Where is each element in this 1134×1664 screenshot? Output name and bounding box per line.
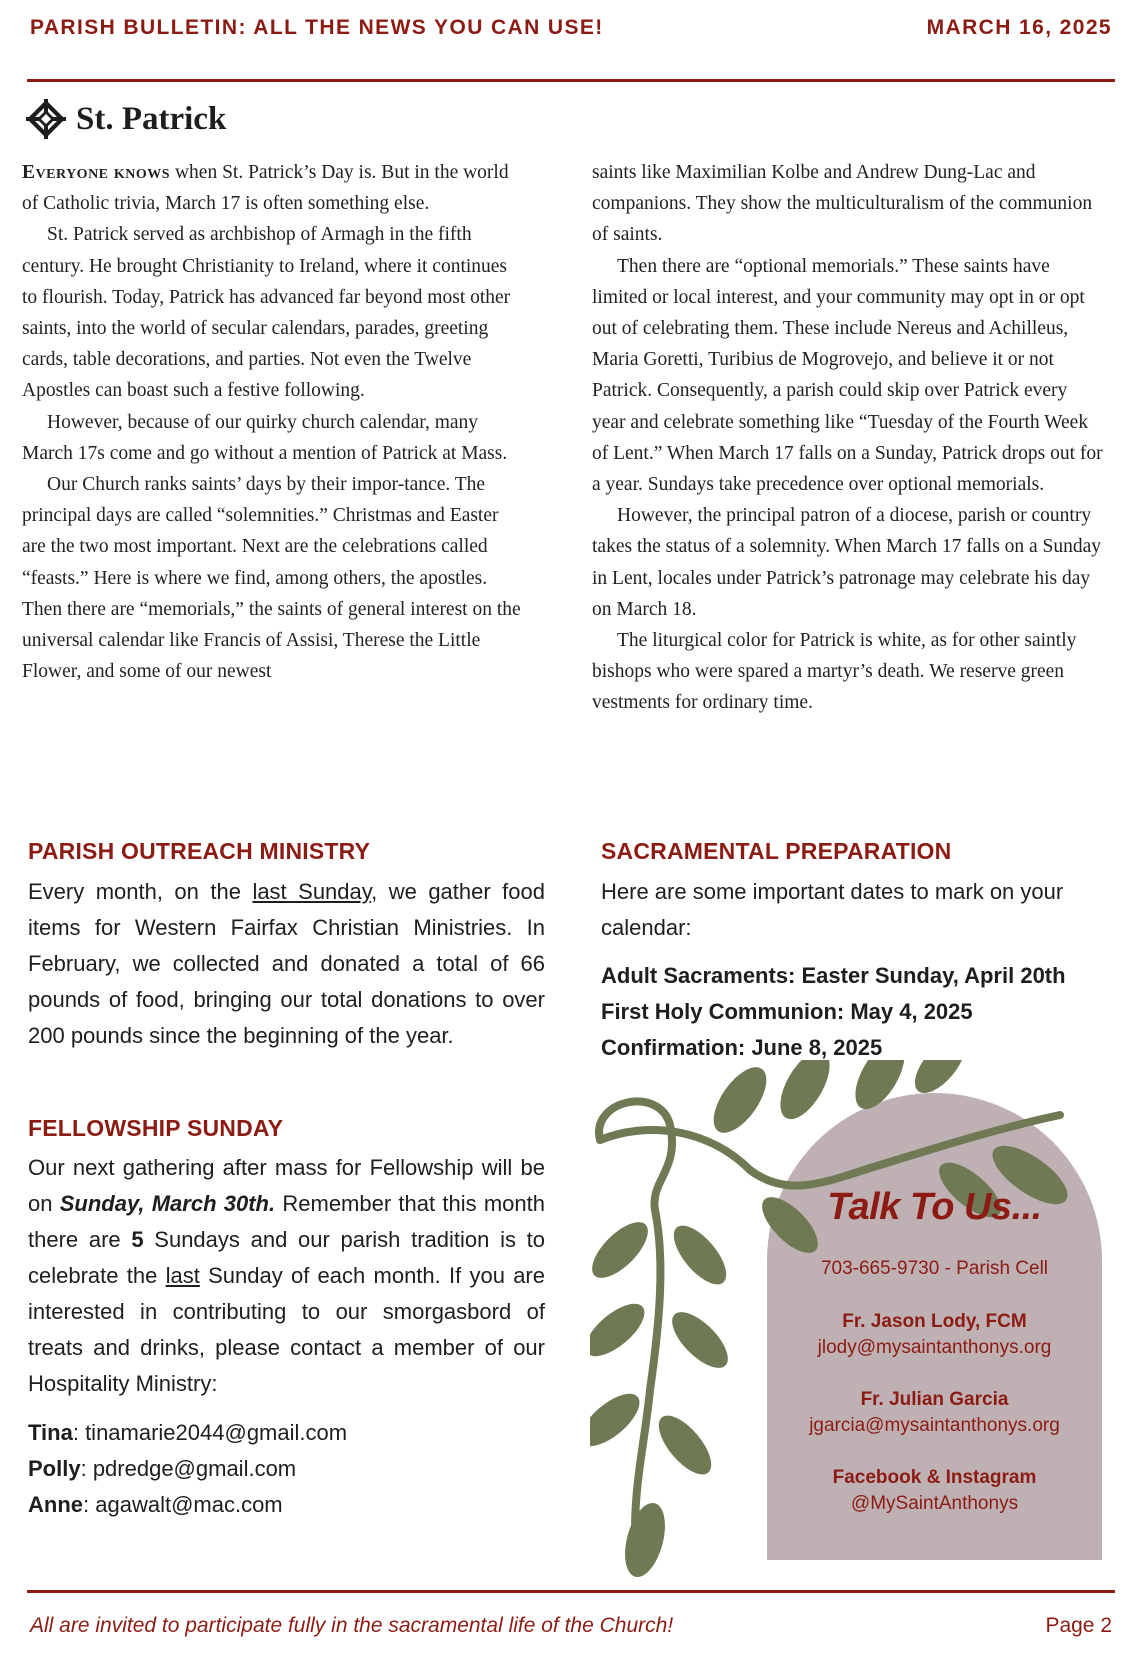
sacramental-dates — [601, 958, 1066, 1066]
sacramental-date: Confirmation: June 8, 2025 — [601, 1035, 883, 1060]
fellowship-underlined: last — [165, 1263, 200, 1288]
top-divider — [27, 79, 1115, 82]
article-paragraph: The liturgical color for Patrick is white, as for other saintly bishops who were spared a martyr’s death. We reserve green vestments for ordinary time. — [592, 630, 1077, 714]
contact-separator: : — [83, 1492, 96, 1517]
fellowship-heading: FELLOWSHIP SUNDAY — [28, 1115, 284, 1141]
article-paragraph: Then there are “optional memorials.” These saints have limited or local interest, and your community may opt in or opt out of celebrating them. These include Nereus and Achilleus, Maria Goretti, Turibius de Mogrovejo, and believe it or not Patrick. Consequently, a parish could skip over Patrick every year and celebrate something like “Tuesday of the Fourth Week of Lent.” When March 17 falls on a Sunday, Patrick drops out for a year. Sundays take precedence over optional memorials. — [592, 255, 1103, 496]
contact-row — [28, 1487, 347, 1523]
contact-email[interactable]: tinamarie2044@gmail.com — [85, 1420, 348, 1445]
talk-title: Talk To Us... — [827, 1186, 1042, 1228]
contact-email[interactable]: agawalt@mac.com — [95, 1492, 283, 1517]
sacramental-heading: SACRAMENTAL PREPARATION — [601, 838, 952, 864]
bottom-divider — [27, 1590, 1115, 1593]
bulletin-title: PARISH BULLETIN: ALL THE NEWS YOU CAN USE! — [30, 16, 604, 39]
contact-separator: : — [72, 1420, 86, 1445]
outreach-text: Every month, on the — [28, 879, 253, 904]
fellowship-text: Our next gathering after mass for Fellowship will be on — [28, 1155, 545, 1216]
article-header — [26, 99, 226, 139]
article-paragraph: However, the principal patron of a diocese, parish or country takes the status of a solemnity. When March 17 falls on a Sunday in Lent, locales under Patrick’s patronage may celebrate his day on March 18. — [592, 505, 1102, 620]
article-paragraph: However, because of our quirky church calendar, many March 17s come and go without a mention of Patrick at Mass. — [22, 411, 508, 464]
talk-social-handle[interactable]: @MySaintAnthonys — [850, 1493, 1019, 1514]
page-number: Page 2 — [1045, 1614, 1112, 1637]
fellowship-text: Sunday of each month. If you are interested in contributing to our smorgasbord of treats and drinks, please contact a member of our Hospitality Ministry: — [28, 1263, 545, 1396]
contact-separator: : — [80, 1456, 93, 1481]
article-title: St. Patrick — [76, 100, 227, 137]
article-paragraph: Our Church ranks saints’ days by their impor-tance. The principal days are called “solemnities.” Christmas and Easter are the two most important. Next are the celebrations called “feasts.” Here is where we find, among others, the apostles. Then there are “memorials,” the saints of general interest on the universal calendar like Francis of Assisi, Therese the Little Flower, and some of our newest — [22, 474, 521, 683]
contact-name: Polly — [28, 1456, 81, 1481]
fellowship-text: Sundays and our parish tradition is to celebrate the — [28, 1227, 546, 1288]
article-paragraph: St. Patrick served as archbishop of Armagh in the fifth century. He brought Christianity to Ireland, where it continues to flourish. Today, Patrick has advanced far beyond most other saints, into the world of secular calendars, parades, greeting cards, table decorations, and parties. Not even the Twelve Apostles can boast such a festive following. — [22, 224, 511, 402]
talk-contact-email[interactable]: jgarcia@mysaintanthonys.org — [809, 1415, 1060, 1436]
contact-email[interactable]: pdredge@gmail.com — [92, 1456, 297, 1481]
outreach-heading: PARISH OUTREACH MINISTRY — [28, 838, 371, 864]
contact-name: Anne — [28, 1492, 83, 1517]
talk-social-label: Facebook & Instagram — [832, 1467, 1037, 1488]
outreach-body — [28, 874, 545, 1054]
talk-phone[interactable]: 703-665-9730 - Parish Cell — [820, 1258, 1049, 1279]
article-lead: Everyone knows — [22, 162, 171, 183]
article-column-left — [22, 157, 522, 687]
hospitality-contacts — [28, 1415, 347, 1523]
celtic-knot-icon — [26, 99, 66, 139]
fellowship-date: Sunday, March 30th. — [59, 1191, 276, 1216]
outreach-underlined: last Sunday — [252, 879, 372, 904]
outreach-text: , we gather food items for Western Fairfax Christian Ministries. In February, we collected and donated a total of 66 pounds of food, bringing our total donations to over 200 pounds since the beginning of the year. — [28, 879, 545, 1048]
talk-contact-email[interactable]: jlody@mysaintanthonys.org — [817, 1337, 1052, 1358]
sacramental-body: Here are some important dates to mark on your calendar: — [601, 879, 1064, 940]
contact-name: Tina — [28, 1420, 73, 1445]
sacramental-date: First Holy Communion: May 4, 2025 — [601, 999, 973, 1024]
fellowship-count: 5 — [131, 1227, 144, 1252]
article-lead-rest: when St. Patrick’s Day is. But in the world of Catholic trivia, March 17 is often something else. — [22, 162, 509, 215]
sacramental-date: Adult Sacraments: Easter Sunday, April 20th — [601, 963, 1066, 988]
article-column-right — [592, 157, 1104, 719]
talk-contact-name: Fr. Jason Lody, FCM — [842, 1311, 1027, 1332]
article-paragraph — [22, 157, 522, 219]
contact-row — [28, 1415, 347, 1451]
fellowship-text: Remember that this month there are — [28, 1191, 545, 1252]
fellowship-body — [28, 1150, 545, 1402]
talk-contact-name: Fr. Julian Garcia — [860, 1389, 1009, 1410]
article-paragraph: saints like Maximilian Kolbe and Andrew Dung-Lac and companions. They show the multiculturalism of the communion of saints. — [592, 162, 1093, 246]
contact-row — [28, 1451, 347, 1487]
footer-tagline: All are invited to participate fully in the sacramental life of the Church! — [30, 1614, 674, 1637]
bulletin-date: MARCH 16, 2025 — [926, 16, 1112, 39]
